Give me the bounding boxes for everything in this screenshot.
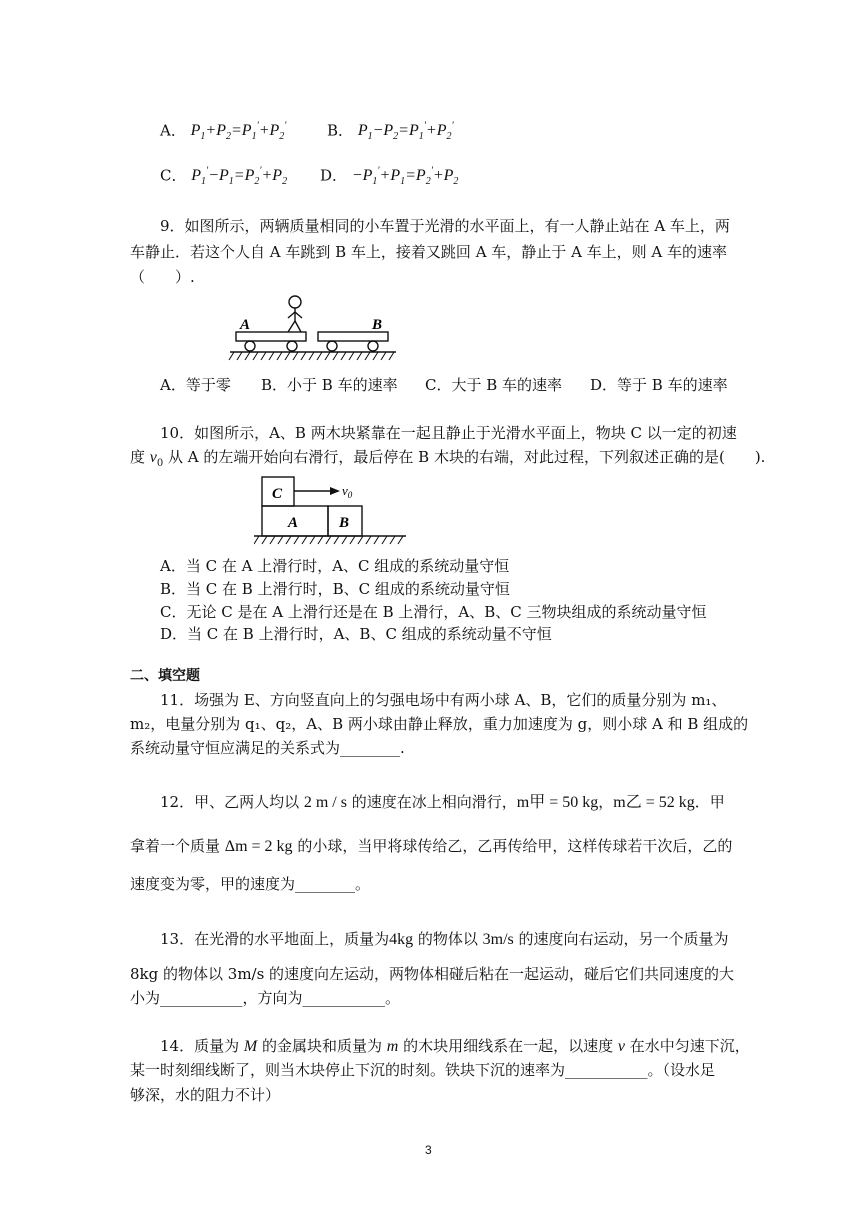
q8-option-a-label: A． [160,121,186,140]
q8-option-d [320,162,458,193]
q11-line2: m₂，电量分别为 q₁、q₂，A、B 两小球由静止释放，重力加速度为 g，则小球 A 和 B 组成的 [130,715,749,733]
q9-option-a: A．等于零 [160,376,231,394]
cart-b-label: B [372,317,383,333]
q14-line3: 够深，水的阻力不计） [130,1086,281,1104]
q14-line1-d: 在水中匀速下沉， [624,1037,750,1055]
q12-line2 [130,836,732,857]
q9-line1: 9．如图所示，两辆质量相同的小车置于光滑的水平面上，有一人静止站在 A 车上，两 [160,217,730,235]
person-head [289,296,301,308]
q12-speed: 2 m / s [303,794,347,811]
q12-mass-jia: m甲 = 50 kg [516,794,599,811]
block-b-label: B [339,515,350,531]
q9-option-c: C．大于 B 车的速率 [425,376,563,394]
page-number: 3 [425,1143,432,1157]
q12-line2-a: 拿着一个质量 [130,837,225,855]
cart-a-label: A [240,317,251,333]
q9-carts-figure [228,290,398,370]
q13-mass: 4kg [389,931,414,948]
q13-line2: 8kg 的物体以 3m/s 的速度向左运动，两物体相碰后粘在一起运动，碰后它们共同速度的大 [130,965,735,983]
q8-option-a-formula: $P_1+P_2=P_1'+P_2'$ [190,121,287,143]
block-c-label: C [272,486,283,502]
q10-line1: 10．如图所示，A、B 两木块紧靠在一起且静止于光滑水平面上，物块 C 以一定的初速 [160,424,737,442]
q11-line1: 11．场强为 E、方向竖直向上的匀强电场中有两小球 A、B，它们的质量分别为 m₁、 [160,691,727,709]
velocity-label: $v_0$ [342,483,353,500]
q14-m-symbol: m [386,1038,399,1055]
q12-line2-b: 的小球，当甲将球传给乙，乙再传给甲，这样传球若干次后，乙的 [292,837,733,855]
q10-line2 [130,447,765,474]
q11-line3: 系统动量守恒应满足的关系式为________. [130,739,405,757]
q12-line1-a: 12．甲、乙两人均以 [160,793,304,811]
q13-line3: 小为___________，方向为___________。 [130,989,401,1007]
q8-option-a [160,117,286,148]
q10-option-d: D．当 C 在 B 上滑行时，A、B、C 组成的系统动量不守恒 [160,625,552,643]
q13-line1-c: 的速度向右运动，另一个质量为 [513,930,729,948]
q10-option-c: C．无论 C 是在 A 上滑行还是在 B 上滑行，A、B、C 三物块组成的系统动量守恒 [160,603,707,621]
q10-option-a: A．当 C 在 A 上滑行时，A、C 组成的系统动量守恒 [160,557,510,575]
q13-line1-b: 的物体以 [413,930,483,948]
section-title: 二、填空题 [130,668,200,684]
q10-option-b: B．当 C 在 B 上滑行时，B、C 组成的系统动量守恒 [160,580,510,598]
q8-option-b-label: B． [327,121,354,140]
q9-option-b: B．小于 B 车的速率 [261,376,398,394]
q12-line3: 速度变为零，甲的速度为________。 [130,875,371,893]
q14-line1-c: 的木块用细线系在一起，以速度 [398,1037,618,1055]
cart-a [236,332,306,341]
q12-mass-yi: m乙 = 52 kg [613,794,695,811]
q12-line1 [160,792,725,813]
q12-delta-m: Δm = 2 kg [224,838,293,855]
q8-option-d-label: D． [320,166,348,185]
q10-line2-post: 从 A 的左端开始向右滑行，最后停在 B 木块的右端，对此过程，下列叙述正确的是( ). [163,448,766,466]
q8-option-b [327,117,454,148]
q14-v-symbol: v [617,1038,625,1055]
q8-option-c [160,162,287,193]
q10-v-symbol: v [149,449,157,466]
q9-option-d: D．等于 B 车的速率 [590,376,728,394]
q12-line1-b: 的速度在冰上相向滑行， [346,793,517,811]
q9-line3: （ ）. [130,268,195,286]
cart-b [318,332,388,341]
q13-line1 [160,929,729,950]
q8-option-d-formula: $-P_1'+P_1=P_2'+P_2$ [351,166,459,188]
q14-M-symbol: M [243,1038,258,1055]
q10-v-subscript: 0 [156,458,164,469]
q8-option-b-formula: $P_1-P_2=P_1'+P_2'$ [357,121,454,143]
q9-line2: 车静止．若这个人自 A 车跳到 B 车上，接着又跳回 A 车，静止于 A 车上，则 A 车的速率 [130,243,728,261]
q12-sep: ， [598,793,614,811]
q14-line1-a: 14．质量为 [160,1037,244,1055]
q14-line1 [160,1036,750,1057]
q14-line2: 某一时刻细线断了，则当木块停止下沉的时刻。铁块下沉的速率为___________。（设水足 [130,1061,716,1079]
q10-blocks-figure [254,474,414,546]
block-a-label: A [288,515,299,531]
q12-line1-end: ．甲 [694,793,725,811]
q8-option-c-label: C． [160,166,187,185]
q13-line1-a: 13．在光滑的水平地面上，质量为 [160,930,390,948]
q14-line1-b: 的金属块和质量为 [257,1037,387,1055]
q8-option-c-formula: $P_1'-P_1=P_2'+P_2$ [191,166,288,188]
q13-speed: 3m/s [482,931,514,948]
q10-line2-pre: 度 [130,448,150,466]
